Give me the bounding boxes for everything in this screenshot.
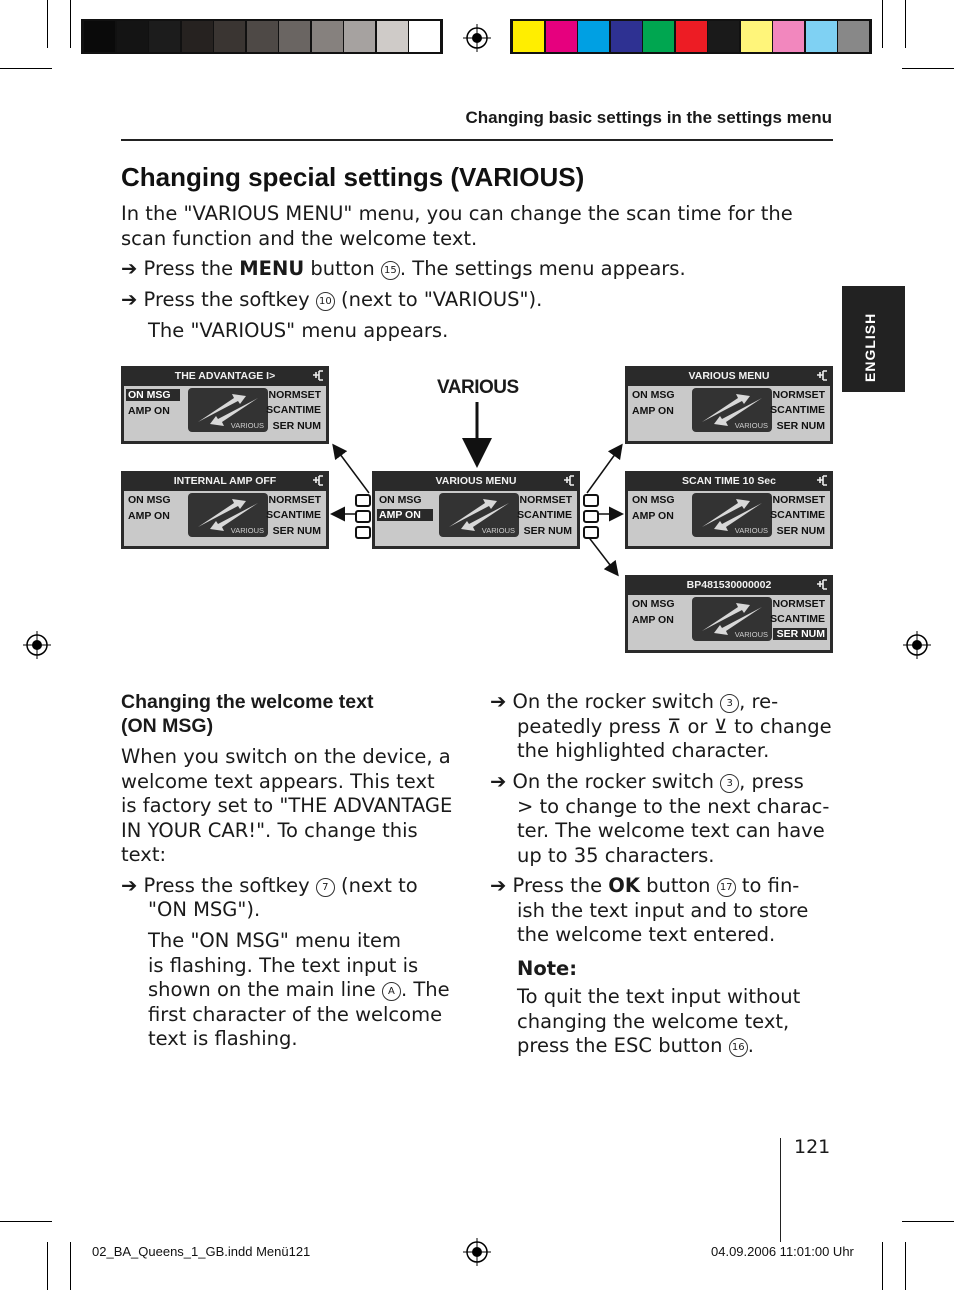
display-screen bbox=[375, 491, 577, 544]
display-advantage bbox=[121, 366, 329, 444]
body-line: welcome text appears. This text bbox=[121, 769, 435, 793]
result-line bbox=[148, 978, 450, 1003]
step-line bbox=[490, 874, 808, 899]
display-screen bbox=[628, 491, 830, 544]
welcome-result bbox=[148, 929, 450, 1052]
display-screen bbox=[124, 491, 326, 544]
menu-item-ser-num[interactable]: SER NUM bbox=[776, 525, 825, 537]
crop-mark bbox=[47, 1242, 48, 1290]
display-logo bbox=[692, 597, 772, 641]
language-tab-label: ENGLISH bbox=[862, 312, 878, 382]
welcome-step bbox=[121, 874, 418, 899]
crop-mark bbox=[902, 1221, 954, 1222]
display-logo bbox=[439, 493, 519, 537]
menu-item-normset[interactable]: NORMSET bbox=[268, 389, 321, 401]
registration-mark-icon bbox=[463, 1238, 491, 1266]
menu-item-amp-on[interactable]: AMP ON bbox=[377, 509, 433, 521]
display-screen bbox=[628, 595, 830, 648]
step-text: On the rocker switch bbox=[512, 690, 721, 713]
footer-file: 02_BA_Queens_1_GB.indd Menü121 bbox=[92, 1244, 311, 1259]
welcome-step-line2: "ON MSG"). bbox=[148, 898, 261, 921]
crop-mark bbox=[905, 1242, 906, 1290]
result-line: first character of the welcome bbox=[148, 1002, 443, 1026]
welcome-heading-line: Changing the welcome text bbox=[121, 691, 374, 713]
display-bottom-edge bbox=[124, 544, 326, 546]
menu-item-scantime[interactable]: SCANTIME bbox=[266, 404, 321, 416]
menu-item-normset[interactable]: NORMSET bbox=[268, 494, 321, 506]
display-title: THE ADVANTAGE I> bbox=[174, 370, 276, 382]
display-bottom-edge bbox=[124, 439, 326, 441]
body-line: is factory set to "THE ADVANTAGE bbox=[121, 794, 453, 817]
arrow-icon: ➔ bbox=[121, 288, 138, 311]
rocker-step-2 bbox=[490, 770, 829, 868]
display-title: INTERNAL AMP OFF bbox=[173, 475, 277, 487]
logo-text: VARIOUS bbox=[734, 421, 768, 430]
softkey-button[interactable] bbox=[355, 494, 371, 507]
reference-number: 3 bbox=[720, 694, 739, 713]
step-text: Press the softkey bbox=[143, 874, 316, 897]
arrow-icon: ➔ bbox=[490, 690, 507, 713]
page-number: 121 bbox=[794, 1136, 831, 1158]
display-title: BP481530000002 bbox=[686, 579, 772, 591]
result-text: shown on the main line bbox=[148, 978, 382, 1001]
menu-item-on-msg[interactable]: ON MSG bbox=[632, 598, 675, 610]
step-line bbox=[490, 770, 829, 795]
display-title: VARIOUS MENU bbox=[688, 370, 770, 382]
welcome-body bbox=[121, 745, 452, 868]
menu-item-normset[interactable]: NORMSET bbox=[519, 494, 572, 506]
page-number-rule bbox=[780, 1138, 781, 1242]
reference-number: 16 bbox=[729, 1038, 748, 1057]
body-line: text: bbox=[121, 843, 167, 866]
display-bottom-edge bbox=[628, 648, 830, 650]
ok-key-label: OK bbox=[608, 874, 640, 897]
softkey-button[interactable] bbox=[355, 526, 371, 539]
menu-item-normset[interactable]: NORMSET bbox=[772, 494, 825, 506]
result-line: The "ON MSG" menu item bbox=[148, 929, 402, 952]
step-line: > to change to the next charac- bbox=[517, 794, 830, 818]
note-label: Note: bbox=[517, 957, 578, 980]
crop-mark bbox=[0, 1221, 52, 1222]
menu-item-scantime[interactable]: SCANTIME bbox=[770, 613, 825, 625]
logo-text: VARIOUS bbox=[734, 526, 768, 535]
footer-date: 04.09.2006 11:01:00 Uhr bbox=[711, 1244, 854, 1259]
step-text: , re- bbox=[739, 690, 779, 713]
result-text: . The bbox=[400, 978, 450, 1001]
softkey-button[interactable] bbox=[583, 510, 599, 523]
reference-letter: A bbox=[382, 982, 401, 1001]
display-title: VARIOUS MENU bbox=[435, 475, 517, 487]
softkey-button[interactable] bbox=[583, 526, 599, 539]
step-text: . The settings menu appears. bbox=[399, 257, 686, 280]
menu-item-scantime[interactable]: SCANTIME bbox=[770, 509, 825, 521]
menu-item-amp-on[interactable]: AMP ON bbox=[632, 405, 674, 417]
display-logo bbox=[188, 493, 268, 537]
step-text: , press bbox=[739, 770, 804, 793]
display-screen bbox=[124, 386, 326, 439]
step-line: ter. The welcome text can have bbox=[517, 819, 825, 842]
menu-item-ser-num[interactable]: SER NUM bbox=[776, 420, 825, 432]
menu-item-amp-on[interactable]: AMP ON bbox=[128, 405, 170, 417]
display-scan-time bbox=[625, 471, 833, 549]
step-line: ish the text input and to store bbox=[517, 898, 809, 922]
ok-step bbox=[490, 874, 808, 948]
menu-item-amp-on[interactable]: AMP ON bbox=[632, 614, 674, 626]
step-text: (next to bbox=[334, 874, 418, 897]
arrow-icon: ➔ bbox=[490, 874, 507, 897]
menu-item-scantime[interactable]: SCANTIME bbox=[266, 509, 321, 521]
step-text: button bbox=[639, 874, 717, 897]
logo-text: VARIOUS bbox=[230, 421, 264, 430]
reference-number: 15 bbox=[381, 261, 400, 280]
step-text: Press the softkey bbox=[143, 288, 316, 311]
display-various-menu-center bbox=[372, 471, 580, 549]
plug-icon bbox=[562, 473, 576, 488]
note-line: To quit the text input without bbox=[517, 985, 801, 1008]
display-logo bbox=[188, 388, 268, 432]
reference-number: 17 bbox=[717, 878, 736, 897]
intro-line: scan function and the welcome text. bbox=[121, 226, 478, 250]
step-text: to fin- bbox=[735, 874, 800, 897]
menu-item-on-msg[interactable]: ON MSG bbox=[126, 389, 180, 401]
plug-icon bbox=[815, 368, 829, 383]
display-screen bbox=[628, 386, 830, 439]
step-text: Press the bbox=[143, 257, 240, 280]
intro-line: In the "VARIOUS MENU" menu, you can change the scan time for the bbox=[121, 202, 793, 225]
welcome-heading-line: (ON MSG) bbox=[121, 715, 214, 737]
rocker-step-1 bbox=[490, 690, 832, 764]
body-line: When you switch on the device, a bbox=[121, 745, 451, 768]
logo-text: VARIOUS bbox=[734, 630, 768, 639]
plug-icon bbox=[311, 368, 325, 383]
menu-item-on-msg[interactable]: ON MSG bbox=[632, 389, 675, 401]
menu-item-amp-on[interactable]: AMP ON bbox=[632, 510, 674, 522]
step-line bbox=[490, 690, 832, 715]
note-line bbox=[517, 1034, 800, 1059]
menu-item-scantime[interactable]: SCANTIME bbox=[770, 404, 825, 416]
menu-item-on-msg[interactable]: ON MSG bbox=[128, 494, 171, 506]
step-line: peatedly press ⊼ or ⊻ to change bbox=[517, 714, 832, 738]
display-internal-amp bbox=[121, 471, 329, 549]
display-logo bbox=[692, 493, 772, 537]
body-line: IN YOUR CAR!". To change this bbox=[121, 818, 418, 842]
welcome-heading bbox=[121, 690, 373, 738]
note-line: changing the welcome text, bbox=[517, 1009, 790, 1033]
menu-item-ser-num[interactable]: SER NUM bbox=[272, 420, 321, 432]
logo-text: VARIOUS bbox=[481, 526, 515, 535]
crop-mark bbox=[70, 1242, 71, 1290]
plug-icon bbox=[815, 577, 829, 592]
menu-item-amp-on[interactable]: AMP ON bbox=[128, 510, 170, 522]
step-line: the welcome text entered. bbox=[517, 923, 776, 946]
menu-item-scantime[interactable]: SCANTIME bbox=[517, 509, 572, 521]
menu-item-ser-num[interactable]: SER NUM bbox=[523, 525, 572, 537]
plug-icon bbox=[311, 473, 325, 488]
softkey-button[interactable] bbox=[355, 510, 371, 523]
menu-item-normset[interactable]: NORMSET bbox=[772, 389, 825, 401]
reference-number: 7 bbox=[316, 878, 335, 897]
menu-item-normset[interactable]: NORMSET bbox=[772, 598, 825, 610]
step-text: On the rocker switch bbox=[512, 770, 721, 793]
result-line: is flashing. The text input is bbox=[148, 953, 419, 977]
display-bottom-edge bbox=[628, 544, 830, 546]
display-serial-number bbox=[625, 575, 833, 653]
menu-item-ser-num[interactable]: SER NUM bbox=[773, 628, 827, 640]
menu-item-ser-num[interactable]: SER NUM bbox=[272, 525, 321, 537]
plug-icon bbox=[815, 473, 829, 488]
various-label: VARIOUS bbox=[437, 377, 519, 398]
step-text: (next to "VARIOUS"). bbox=[334, 288, 543, 311]
display-bottom-edge bbox=[375, 544, 577, 546]
display-title: SCAN TIME 10 Sec bbox=[682, 475, 776, 487]
step-line: up to 35 characters. bbox=[517, 843, 715, 867]
crop-mark bbox=[882, 1242, 883, 1290]
result-line: text is flashing. bbox=[148, 1027, 298, 1050]
menu-item-on-msg[interactable]: ON MSG bbox=[632, 494, 675, 506]
running-header: Changing basic settings in the settings menu bbox=[465, 108, 832, 127]
arrow-icon: ➔ bbox=[490, 770, 507, 793]
step-text: Press the bbox=[512, 874, 609, 897]
logo-text: VARIOUS bbox=[230, 526, 264, 535]
display-various-menu-top bbox=[625, 366, 833, 444]
arrow-icon: ➔ bbox=[121, 257, 138, 280]
note-text-part: . bbox=[747, 1034, 754, 1057]
reference-number: 3 bbox=[720, 774, 739, 793]
step-line: the highlighted character. bbox=[517, 739, 770, 762]
menu-key-label: MENU bbox=[239, 257, 305, 280]
display-bottom-edge bbox=[628, 439, 830, 441]
section-title: Changing special settings (VARIOUS) bbox=[121, 162, 585, 192]
display-logo bbox=[692, 388, 772, 432]
reference-number: 10 bbox=[316, 292, 335, 311]
step-result: The "VARIOUS" menu appears. bbox=[148, 319, 449, 342]
softkey-button[interactable] bbox=[583, 494, 599, 507]
note-text bbox=[517, 985, 800, 1059]
step-text: button bbox=[304, 257, 381, 280]
menu-item-on-msg[interactable]: ON MSG bbox=[379, 494, 422, 506]
arrow-icon: ➔ bbox=[121, 874, 138, 897]
note-text-part: press the ESC button bbox=[517, 1034, 729, 1057]
